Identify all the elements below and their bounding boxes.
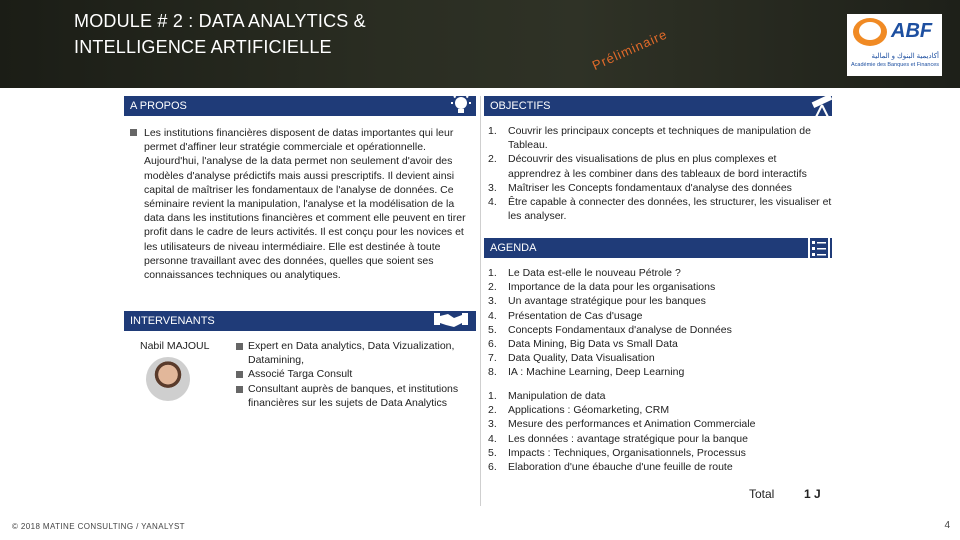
item-text: Data Quality, Data Visualisation [508,352,655,365]
list-item [488,280,832,294]
footer-copyright: © 2018 MATINE CONSULTING / YANALYST [12,522,185,531]
item-number: 1. [488,390,497,402]
speaker-bio-item: Associé Targa Consult [248,368,353,381]
item-number: 8. [488,366,497,379]
page-number: 4 [944,520,950,531]
page-title [74,8,366,60]
item-number: 5. [488,323,497,336]
list-item [488,446,832,460]
item-text: Concepts Fondamentaux d'analyse de Données [508,323,732,336]
item-text: Maîtriser les Concepts fondamentaux d'analyse des données [508,181,792,194]
item-text: Les données : avantage stratégique pour la banque [508,432,748,445]
item-number: 7. [488,352,497,365]
header-banner [0,0,960,88]
total-label: Total [749,487,775,501]
list-item [488,195,832,223]
intervenants-bar [124,311,476,331]
speaker-avatar [146,357,190,401]
item-text: Un avantage stratégique pour les banques [508,295,706,308]
item-text: Manipulation de data [508,390,606,402]
item-number: 4. [488,432,497,445]
item-number: 1. [488,267,497,279]
list-item [488,417,832,431]
item-number: 2. [488,404,497,417]
list-item [236,367,474,381]
title-line-2: INTELLIGENCE ARTIFICIELLE [74,37,332,57]
list-item [488,460,832,474]
logo-text: ABF [891,20,933,42]
item-number: 4. [488,309,497,322]
logo-arabic: أكاديمية البنوك و المالية [871,53,939,60]
list-item [488,351,832,365]
agenda-part2-list [488,389,832,474]
item-text: Le Data est-elle le nouveau Pétrole ? [508,267,681,279]
lightbulb-icon [448,92,474,118]
objectifs-list [488,124,832,223]
column-divider [480,96,481,506]
list-item [488,337,832,351]
item-number: 3. [488,181,497,194]
item-number: 3. [488,418,497,431]
list-item [488,124,832,152]
speaker-bio-item: Expert en Data analytics, Data Vizualization, Datamining, [248,340,455,367]
list-item [488,152,832,180]
objectifs-bar [484,96,832,116]
item-text: Présentation de Cas d'usage [508,309,643,322]
list-item [236,339,474,367]
intervenants-title: INTERVENANTS [130,315,215,327]
objectifs-title: OBJECTIFS [490,100,551,112]
speaker-bio [236,339,474,410]
total-value: 1 J [804,487,821,501]
item-text: Être capable à connecter des données, les structurer, les visualiser et les analyser. [508,196,832,223]
apropos-title: A PROPOS [130,100,187,112]
bullet-icon [130,129,137,136]
speaker-bio-item: Consultant auprès de banques, et institutions financières sur les sujets de Data Analytics [248,382,459,409]
list-item [488,309,832,323]
title-line-1: MODULE # 2 : DATA ANALYTICS & [74,11,366,31]
item-text: Elaboration d'une ébauche d'une feuille de route [508,461,733,474]
list-item [488,266,832,280]
item-number: 6. [488,338,497,351]
item-number: 3. [488,295,497,308]
item-number: 1. [488,125,497,137]
list-item [488,403,832,417]
item-text: Data Mining, Big Data vs Small Data [508,338,678,351]
list-item [488,432,832,446]
agenda-title: AGENDA [490,242,537,254]
item-number: 6. [488,461,497,474]
telescope-icon [808,92,836,118]
apropos-text-block [130,126,474,282]
item-text: Applications : Géomarketing, CRM [508,404,670,417]
item-text: IA : Machine Learning, Deep Learning [508,366,685,379]
item-text: Découvrir des visualisations de plus en plus complexes et apprendrez à les combiner dans des tableaux de bord interactifs [508,153,807,180]
preliminaire-stamp: Préliminaire [589,26,670,73]
list-item [488,181,832,195]
agenda-part1-list [488,266,832,380]
item-text: Mesure des performances et Animation Commerciale [508,418,756,431]
apropos-text: Les institutions financières disposent de datas importantes qui leur permet d'affiner leur stratégie commerciale et opérationnelle. Aujourd'hui, l'analyse de la data permet non seulement d'avoir des modèles d'analyse prédictifs mais aussi prescriptifs. Il devient ainsi capital de maîtriser les fondamentaux de l'analyse de données. Ce séminaire revient la manipulation, l'analyse et la modélisation de la data dans les institutions financières et comment elle peuvent en tirer profit dans le cadre de leurs activités. Il est conçu pour les novices et les utilisateurs de niveau intermédiaire. Elle est destinée à toute personne travaillant avec des données, quelles que soient ses connaissances techniques ou analytiques. [144,127,466,282]
logo-ring-inner [859,22,881,40]
list-item [488,323,832,337]
apropos-bar [124,96,476,116]
list-item [488,365,832,379]
list-item [488,389,832,403]
item-text: Impacts : Techniques, Organisationnels, Processus [508,446,746,459]
agenda-bar [484,238,832,258]
item-number: 4. [488,196,497,209]
checklist-icon [808,236,830,262]
item-number: 5. [488,446,497,459]
list-item [236,382,474,410]
item-number: 2. [488,281,497,294]
handshake-icon [434,309,468,331]
item-number: 2. [488,153,497,166]
speaker-name: Nabil MAJOUL [140,340,210,352]
item-text: Importance de la data pour les organisations [508,281,716,294]
item-text: Couvrir les principaux concepts et techniques de manipulation de Tableau. [508,125,811,152]
list-item [488,294,832,308]
logo-french: Académie des Banques et Finances [851,62,940,68]
abf-logo [847,14,942,76]
